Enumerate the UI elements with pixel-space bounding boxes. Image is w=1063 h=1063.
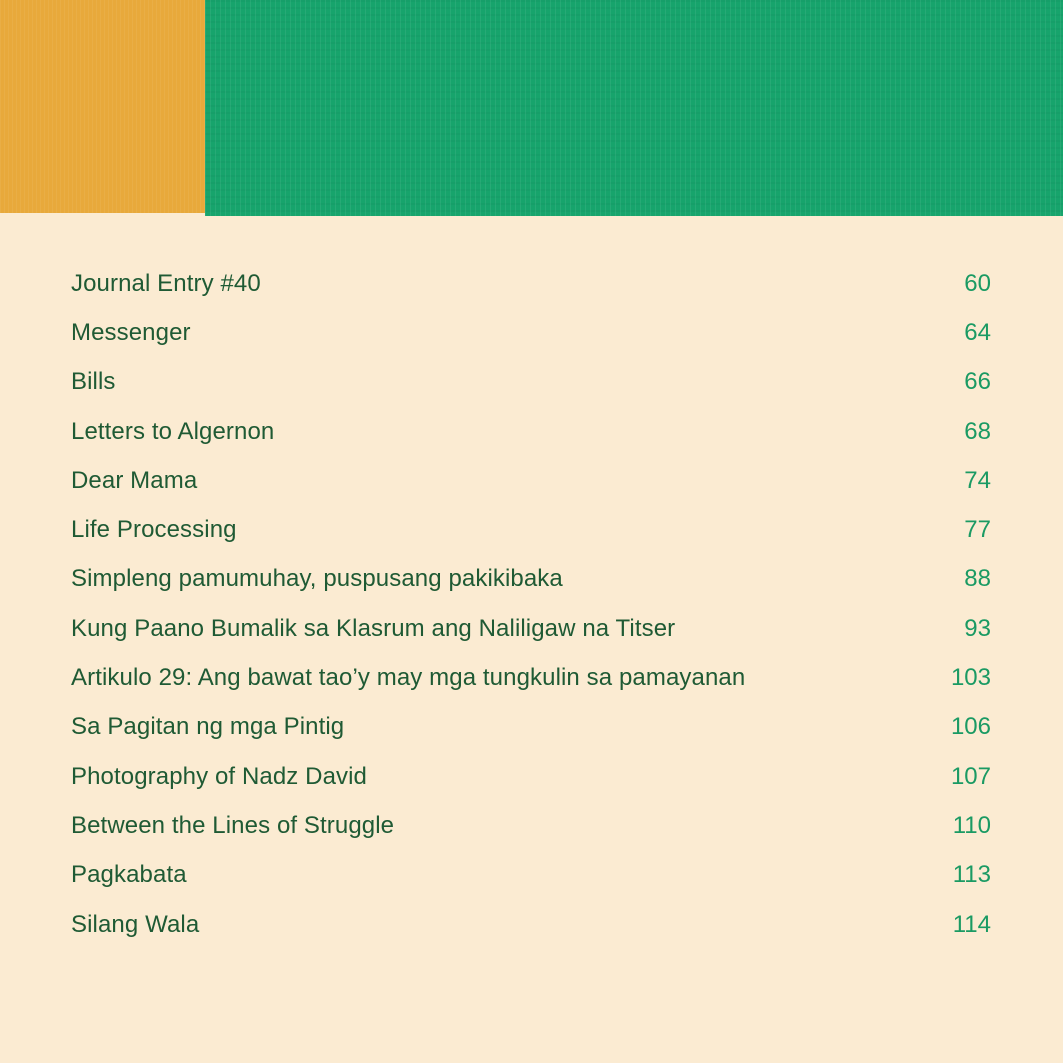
toc-entry[interactable] <box>71 900 991 949</box>
toc-entry-title: Sa Pagitan ng mga Pintig <box>71 713 345 741</box>
toc-entry[interactable] <box>71 653 991 702</box>
toc-entry-page-number: 60 <box>964 269 991 297</box>
toc-entry-title: Dear Mama <box>71 466 198 494</box>
toc-entry-title: Journal Entry #40 <box>71 269 261 297</box>
toc-entry-title: Silang Wala <box>71 910 200 938</box>
toc-entry[interactable] <box>71 851 991 900</box>
header-color-band <box>0 0 1063 215</box>
toc-entry-page-number: 74 <box>964 466 991 494</box>
toc-entry-title: Simpleng pamumuhay, puspusang pakikibaka <box>71 565 563 593</box>
toc-entry-page-number: 103 <box>950 664 991 692</box>
toc-entry-page-number: 113 <box>952 861 991 889</box>
toc-entry[interactable] <box>71 456 991 505</box>
toc-entry[interactable] <box>71 703 991 752</box>
toc-entry[interactable] <box>71 604 991 653</box>
toc-entry[interactable] <box>71 505 991 554</box>
toc-entry-page-number: 68 <box>964 417 991 445</box>
toc-entry[interactable] <box>71 801 991 850</box>
toc-entry[interactable] <box>71 358 991 407</box>
toc-entry[interactable] <box>71 259 991 308</box>
toc-entry-page-number: 107 <box>950 762 991 790</box>
toc-entry-title: Artikulo 29: Ang bawat tao’y may mga tungkulin sa pamayanan <box>71 664 746 692</box>
toc-entry-title: Messenger <box>71 318 191 346</box>
toc-entry-title: Life Processing <box>71 516 237 544</box>
table-of-contents <box>71 259 991 949</box>
toc-entry[interactable] <box>71 308 991 357</box>
toc-entry-page-number: 64 <box>964 318 991 346</box>
toc-entry-page-number: 77 <box>964 516 991 544</box>
toc-entry-page-number: 106 <box>950 713 991 741</box>
toc-entry-title: Letters to Algernon <box>71 417 275 445</box>
toc-entry-title: Bills <box>71 368 116 396</box>
toc-entry-title: Photography of Nadz David <box>71 762 368 790</box>
orange-color-block <box>0 0 206 213</box>
toc-entry-page-number: 66 <box>964 368 991 396</box>
toc-entry-title: Pagkabata <box>71 861 187 889</box>
toc-entry-page-number: 114 <box>952 910 991 938</box>
green-color-block <box>205 0 1063 216</box>
toc-entry[interactable] <box>71 407 991 456</box>
toc-entry-title: Between the Lines of Struggle <box>71 811 395 839</box>
toc-entry-page-number: 93 <box>964 614 991 642</box>
toc-entry[interactable] <box>71 555 991 604</box>
toc-entry-title: Kung Paano Bumalik sa Klasrum ang Naliligaw na Titser <box>71 614 676 642</box>
toc-entry[interactable] <box>71 752 991 801</box>
toc-entry-page-number: 88 <box>964 565 991 593</box>
toc-entry-page-number: 110 <box>952 811 991 839</box>
